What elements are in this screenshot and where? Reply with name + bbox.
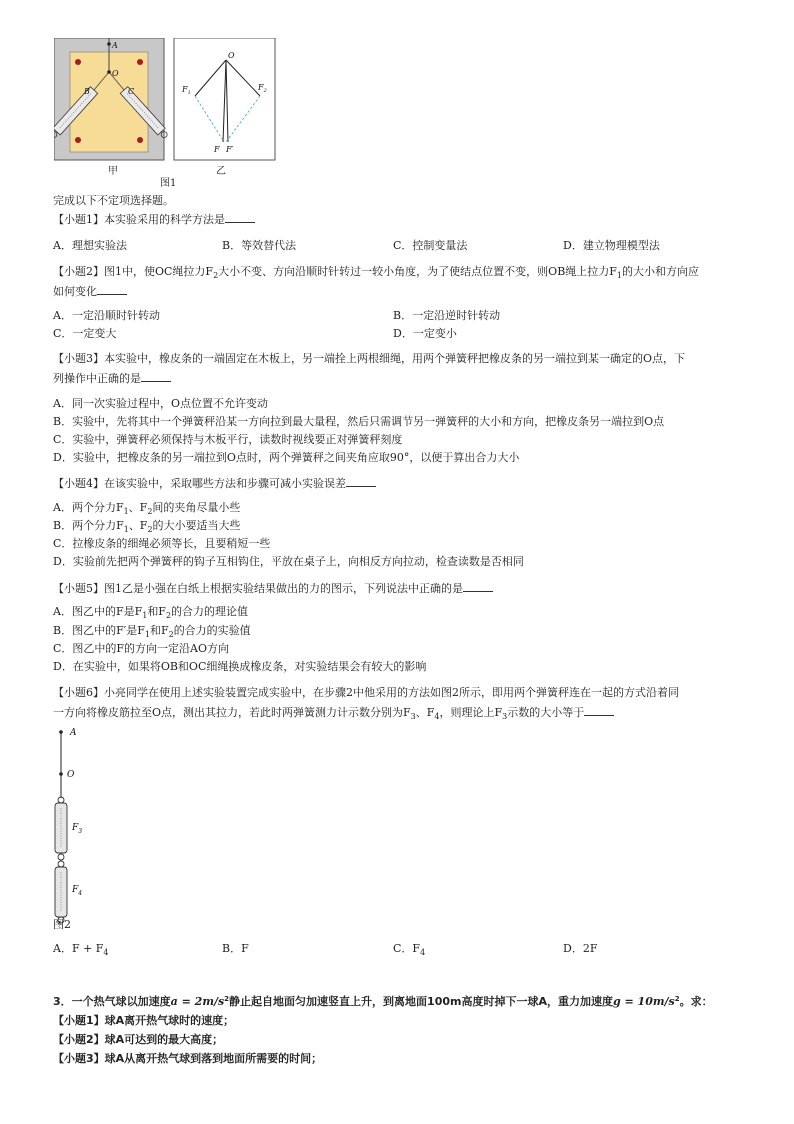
label-f: F xyxy=(214,145,220,154)
q3-option-b: B．实验中，先将其中一个弹簧秤沿某一方向拉到最大量程，然后只需调节另一弹簧秤的大小和方向，把橡皮条另一端拉到O点 xyxy=(53,415,665,428)
q3-stem: 【小题3】本实验中，橡皮条的一端固定在木板上，另一端拴上两根细绳，用两个弹簧秤把橡皮条的另一端拉到某一确定的O点，下 xyxy=(53,352,686,365)
caption-yi: 乙 xyxy=(216,166,226,177)
q1-option-a: A．理想实验法 xyxy=(53,239,127,252)
q6-option-a: A．$F + F_4$ xyxy=(53,942,109,957)
q4-stem: 【小题4】在该实验中，采取哪些方法和步骤可减小实验误差 xyxy=(53,476,376,491)
q2-option-d: D．一定变小 xyxy=(393,327,457,340)
figure-1-diagram xyxy=(54,38,280,188)
figure-1-yi-panel xyxy=(174,38,275,160)
q3-option-d: D．实验中，把橡皮条的另一端拉到O点时，两个弹簧秤之间夹角应取90°，以便于算出合力大小 xyxy=(53,451,520,464)
figure-2-diagram xyxy=(50,724,110,924)
q1-option-c: C．控制变量法 xyxy=(393,239,468,252)
problem-3-stem: 3．一个热气球以加速度$a = 2m/s^2$静止起自地面匀加速竖直上升，到离地面100m高度时掉下一球A，重力加速度$g = 10m/s^2$。求： xyxy=(53,995,713,1008)
label-f2: $F_2$ xyxy=(258,83,267,94)
q2-stem: 【小题2】图1中，使OC绳拉力$F_2$大小不变、方向沿顺时针转过一较小角度，为了使结点位置不变，则OB绳上拉力$F_1$的大小和方向应 xyxy=(53,265,699,280)
q6-stem: 【小题6】小亮同学在使用上述实验装置完成实验中，在步骤2中他采用的方法如图2所示，即用两个弹簧秤连在一起的方式沿着同 xyxy=(53,686,679,699)
fig2-label-o: O xyxy=(67,770,75,780)
q3-option-a: A．同一次实验过程中，O点位置不允许变动 xyxy=(53,397,268,410)
label-b: B xyxy=(84,87,90,96)
figure-1-title: 图1 xyxy=(160,178,177,189)
q3-stem-line2: 列操作中正确的是 xyxy=(53,371,171,386)
q2-option-a: A．一定沿顺时针转动 xyxy=(53,309,160,322)
q5-option-b: B．图乙中的F′是$F_1$和$F_2$的合力的实验值 xyxy=(53,624,251,639)
q5-option-a: A．图乙中的F是$F_1$和$F_2$的合力的理论值 xyxy=(53,605,249,620)
q2-option-b: B．一定沿逆时针转动 xyxy=(393,309,501,322)
problem-3-item-1: 【小题1】球A离开热气球时的速度； xyxy=(53,1014,235,1027)
label-o-2: O xyxy=(228,51,235,60)
q6-option-b: B．F xyxy=(222,942,249,955)
q2-stem-line2: 如何变化 xyxy=(53,284,127,299)
intro-text: 完成以下不定项选择题。 xyxy=(53,194,174,207)
problem-3-item-2: 【小题2】球A可达到的最大高度； xyxy=(53,1033,224,1046)
q5-option-d: D．在实验中，如果将OB和OC细绳换成橡皮条，对实验结果会有较大的影响 xyxy=(53,660,427,673)
q4-option-c: C．拉橡皮条的细绳必须等长，且要稍短一些 xyxy=(53,537,271,550)
fig2-label-f4: $F_4$ xyxy=(72,885,83,897)
q3-option-c: C．实验中，弹簧秤必须保持与木板平行，读数时视线要正对弹簧秤刻度 xyxy=(53,433,403,446)
q4-option-a: A．两个分力$F_1$、$F_2$间的夹角尽量小些 xyxy=(53,501,241,516)
q6-option-c: C．$F_4$ xyxy=(393,942,426,957)
q6-stem-line2: 一方向将橡皮筋拉至O点，测出其拉力，若此时两弹簧测力计示数分别为$F_3$、$F_4$，则理论上$F_3$示数的大小等于 xyxy=(53,705,614,721)
q4-option-b: B．两个分力$F_1$、$F_2$的大小要适当大些 xyxy=(53,519,241,534)
q5-option-c: C．图乙中的F的方向一定沿AO方向 xyxy=(53,642,230,655)
problem-3-item-3: 【小题3】球A从离开热气球到落到地面所需要的时间； xyxy=(53,1052,323,1065)
label-f-prime: F′ xyxy=(226,145,234,154)
caption-jia: 甲 xyxy=(108,166,118,177)
q1-option-d: D．建立物理模型法 xyxy=(563,239,660,252)
label-c: C xyxy=(128,87,135,96)
figure-1-jia-panel xyxy=(54,38,170,160)
q4-option-d: D．实验前先把两个弹簧秤的钩子互相钩住，平放在桌子上，向相反方向拉动，检查读数是否相同 xyxy=(53,555,524,568)
label-a: A xyxy=(112,41,118,50)
fig2-label-f3: $F_3$ xyxy=(72,823,83,835)
label-o: O xyxy=(112,69,119,78)
q1-stem: 【小题1】本实验采用的科学方法是 xyxy=(53,212,255,227)
label-f1: $F_1$ xyxy=(182,85,191,96)
q6-option-d: D．2F xyxy=(563,942,598,955)
figure-2-title: 图2 xyxy=(53,918,71,931)
q2-option-c: C．一定变大 xyxy=(53,327,117,340)
q1-option-b: B．等效替代法 xyxy=(222,239,297,252)
q5-stem: 【小题5】图1乙是小强在白纸上根据实验结果做出的力的图示，下列说法中正确的是 xyxy=(53,581,493,596)
fig2-label-a: A xyxy=(70,728,77,738)
